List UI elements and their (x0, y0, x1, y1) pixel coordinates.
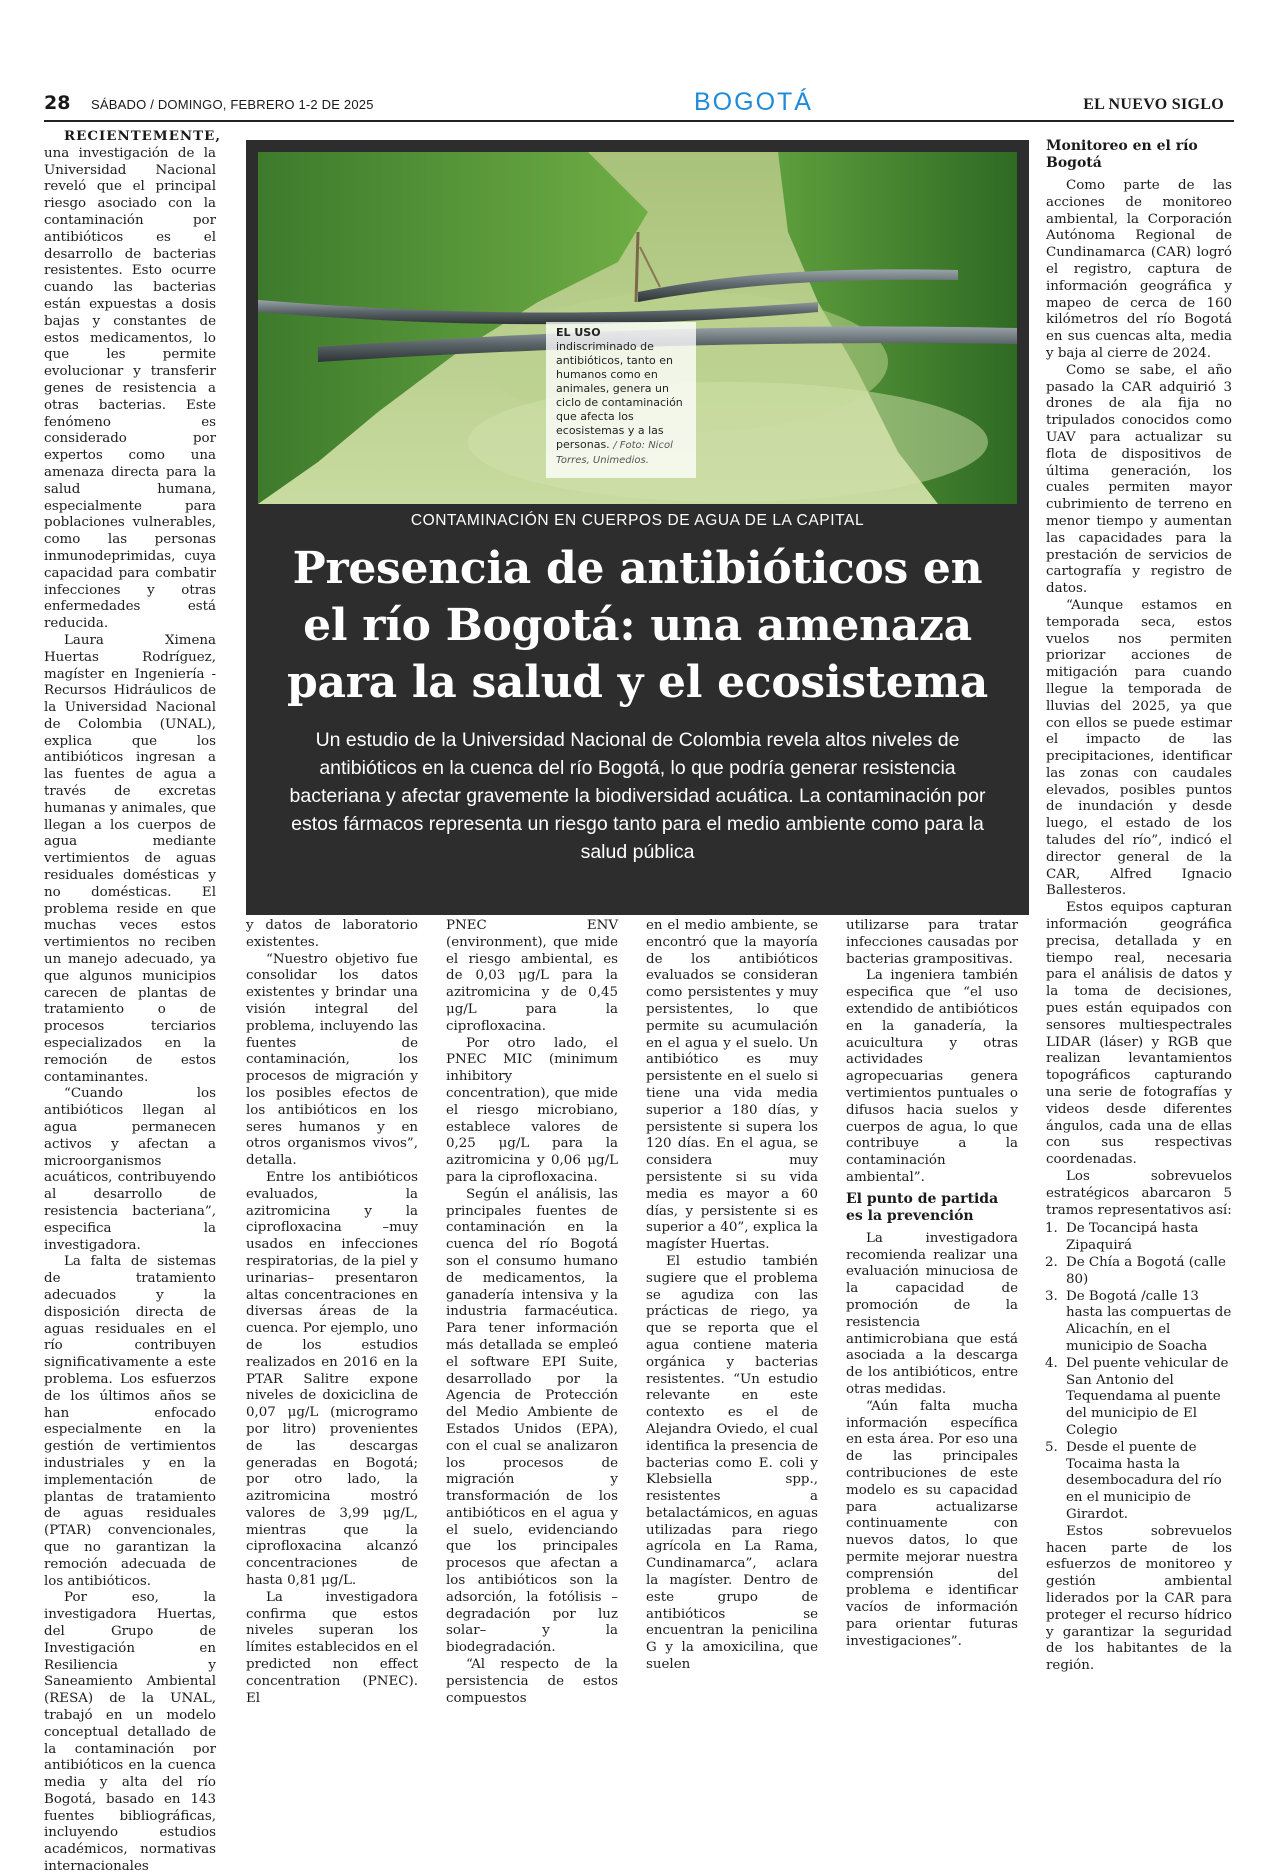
newspaper-brand: EL NUEVO SIGLO (1083, 96, 1224, 113)
col2-p3: Entre los antibióticos evaluados, la azitromicina y la ciprofloxacina –muy usados en infecciones respiratorias, de la piel y urinarias– presentaron altas concentraciones en diversas áreas de la cuenca. Por ejemplo, uno de los estudios realizados en 2016 en la PTAR Salitre expone niveles de doxiciclina de 0,07 μg/L (microgramo por litro) provenientes de las descargas generadas en Bogotá; por otro lado, la azitromicina mostró valores de 3,99 μg/L, mientras que la ciprofloxacina alcanzó concentraciones de hasta 0,81 μg/L. (246, 1169, 418, 1589)
col3-p2: Por otro lado, el PNEC MIC (minimum inhibitory concentration), que mide el riesgo microbiano, establece valores de 0,25 μg/L para la azitromicina y 0,06 μg/L para la ciprofloxacina. (446, 1035, 618, 1185)
river-photo (258, 152, 1017, 504)
column-2 (246, 918, 418, 1707)
col2-p4: La investigadora confirma que estos niveles superan los límites establecidos en el predicted non effect concentration (PNEC). El (246, 1589, 418, 1706)
col6-p2: Como se sabe, el año pasado la CAR adquirió 3 drones de ala fija no tripulados conocidos como UAV para actualizar su flota de dispositivos de última generación, los cuales permiten mayor cubrimiento de terreno en menor tiempo y aumentan las capacidades para la prestación de servicios de cartografía y registro de datos. (1046, 362, 1232, 597)
column-1 (44, 128, 221, 1876)
page-header (44, 88, 1234, 122)
caption-head: EL USO (556, 326, 601, 339)
col2-p2: “Nuestro objetivo fue consolidar los datos existentes y brindar una visión integral del problema, incluyendo las fuentes de contaminación, los procesos de migración y los posibles efectos de los antibióticos en los seres humanos y en otros organismos vivos”, detalla. (246, 951, 418, 1169)
subhead-prevencion: El punto de partida es la prevención (846, 1190, 999, 1224)
col6-p1: Como parte de las acciones de monitoreo ambiental, la Corporación Autónoma Regional de Cundinamarca (CAR) logró el registro, captura de información geográfica y mapeo de cerca de 160 kilómetros del río Bogotá en sus cuencas alta, media y baja al cierre de 2024. (1046, 178, 1232, 361)
col3-p4: “Al respecto de la persistencia de estos compuestos (446, 1657, 618, 1706)
column-3 (446, 918, 618, 1707)
tramos-list (1046, 1221, 1232, 1523)
list-item: 2. De Chía a Bogotá (calle 80) (1062, 1255, 1232, 1289)
col5-p2: La ingeniera también especifica que “el uso extendido de antibióticos en la ganadería, la acuicultura y otras actividades agropecuarias genera vertimientos puntuales o difusos hacia suelos y cuerpos de agua, lo que contribuye a la contaminación ambiental”. (846, 968, 1018, 1185)
col5-p3: La investigadora recomienda realizar una evaluación minuciosa de la capacidad de promoción de la resistencia antimicrobiana que está asociada a la descarga de los antibióticos, entre otras medidas. (846, 1230, 1018, 1397)
col2-p1: y datos de laboratorio existentes. (246, 918, 418, 950)
photo-caption (546, 322, 696, 478)
list-item: 3. De Bogotá /calle 13 hasta las compuertas de Alicachín, en el municipio de Soacha (1062, 1289, 1232, 1356)
lead-word: RECIENTEMENTE, (64, 128, 221, 144)
col6-p3: “Aunque estamos en temporada seca, estos vuelos nos permiten priorizar acciones de mitigación para cuando llegue la temporada de lluvias del 2025, ya que con ellos se puede estimar el impacto de las precipitaciones, identificar las zonas con caudales elevados, posibles puntos de inundación y desde luego, el estado de los taludes del río”, indicó el director general de la CAR, Alfred Ignacio Ballesteros. (1046, 597, 1232, 899)
col4-p1: en el medio ambiente, se encontró que la mayoría de los antibióticos evaluados se consideran como persistentes y muy persistentes, lo que permite su acumulación en el agua y el suelo. Un antibiótico es muy persistente en el suelo si tiene una vida media superior a 180 días, y persistente si supera los 120 días. En el agua, se considera muy persistente si su vida media es mayor a 60 días, y persistente si es superior a 40”, explica la magíster Huertas. (646, 918, 818, 1253)
caption-body: indiscriminado de antibióticos, tanto en humanos como en animales, genera un ciclo de contaminación que afecta los ecosistemas y a las personas. (556, 340, 683, 451)
col4-p2: El estudio también sugiere que el problema se agudiza con las prácticas de riego, ya que se reporta que el agua contiene materia orgánica y bacterias resistentes. “Un estudio relevante en este contexto es el de Alejandra Oviedo, el cual identifica la presencia de bacterias como E. coli y Klebsiella spp., resistentes a betalactámicos, en aguas utilizadas para riego agrícola en La Rama, Cundinamarca”, aclara la magíster. Dentro de este grupo de antibióticos se encuentran la penicilina G y la amoxicilina, que suelen (646, 1253, 818, 1673)
headline: Presencia de antibióticos en el río Bogotá: una amenaza para la salud y el ecosistema (287, 543, 988, 708)
col1-p5: Por eso, la investigadora Huertas, del Grupo de Investigación en Resiliencia y Saneamiento Ambiental (RESA) de la UNAL, trabajó en un modelo conceptual detallado de la contaminación por antibióticos en la cuenca media y alta del río Bogotá, basado en 143 fuentes bibliográficas, incluyendo estudios académicos, normativas internacionales (44, 1590, 216, 1875)
col5-p1: utilizarse para tratar infecciones causadas por bacterias grampositivas. (846, 918, 1018, 967)
page-number: 28 (44, 92, 71, 114)
subhead-monitoreo: Monitoreo en el río Bogotá (1046, 138, 1198, 171)
col1-p3: “Cuando los antibióticos llegan al agua permanecen activos y afectan a microorganismos acuáticos, contribuyendo al desarrollo de resistencia bacteriana”, especifica la investigadora. (44, 1086, 216, 1253)
column-4 (646, 918, 818, 1674)
issue-date: SÁBADO / DOMINGO, FEBRERO 1-2 DE 2025 (91, 97, 374, 112)
hero-block (246, 140, 1029, 915)
col6-p5: Los sobrevuelos estratégicos abarcaron 5 tramos representativos así: (1046, 1169, 1232, 1218)
column-5 (846, 918, 1018, 1651)
list-item: 5. Desde el puente de Tocaima hasta la desembocadura del río en el municipio de Girardot. (1062, 1440, 1232, 1524)
deck: Un estudio de la Universidad Nacional de Colombia revela altos niveles de antibióticos en la cuenca del río Bogotá, lo que podría generar resistencia bacteriana y afectar gravemente la biodiversidad acuática. La contaminación por estos fármacos representa un riesgo tanto para el medio ambiente como para la salud pública (289, 729, 986, 863)
caption-credit: / Foto: Nicol Torres, Unimedios. (556, 440, 673, 466)
kicker: CONTAMINACIÓN EN CUERPOS DE AGUA DE LA CAPITAL (410, 512, 865, 529)
col3-p1: PNEC ENV (environment), que mide el riesgo ambiental, es de 0,03 μg/L para la azitromicina y de 0,45 μg/L para la ciprofloxacina. (446, 918, 618, 1034)
col1-p1: una investigación de la Universidad Nacional reveló que el principal riesgo asociado con la contaminación por antibióticos es el desarrollo de bacterias resistentes. Esto ocurre cuando las bacterias están expuestas a dosis bajas y constantes de estos medicamentos, lo que les permite evolucionar y transferir genes de resistencia a otras bacterias. Este fenómeno es considerado por expertos como una amenaza directa para la salud humana, especialmente para poblaciones vulnerables, como las personas inmunodeprimidas, cuya capacidad para combatir infecciones y otras enfermedades está reducida. (44, 145, 216, 632)
section-title: BOGOTÁ (694, 88, 813, 116)
col6-p6: Estos sobrevuelos hacen parte de los esfuerzos de monitoreo y gestión ambiental liderados por la CAR para proteger el recurso hídrico y garantizar la seguridad de los habitantes de la región. (1046, 1523, 1232, 1674)
column-6 (1046, 134, 1232, 1675)
list-item: 1. De Tocancipá hasta Zipaquirá (1062, 1221, 1232, 1255)
col6-p4: Estos equipos capturan información geográfica precisa, detallada y en tiempo real, necesaria para el análisis de datos y la toma de decisiones, pues están equipados con sensores multiespectrales LIDAR (láser) y RGB que realizan levantamientos topográficos capturando una serie de fotografías y videos desde diferentes ángulos, cada una de ellas con sus respectivas coordenadas. (1046, 900, 1232, 1168)
list-item: 4. Del puente vehicular de San Antonio del Tequendama al puente del municipio de El Colegio (1062, 1356, 1232, 1440)
col3-p3: Según el análisis, las principales fuentes de contaminación en la cuenca del río Bogotá son el consumo humano de medicamentos, la ganadería intensiva y la industria farmacéutica. Para tener información más detallada se empleó el software EPI Suite, desarrollado por la Agencia de Protección del Medio Ambiente de Estados Unidos (EPA), con el cual se analizaron los procesos de migración y transformación de los antibióticos en el agua y el suelo, evidenciando que los principales procesos que afectan a los antibióticos son la adsorción, la fotólisis –degradación por luz solar– y la biodegradación. (446, 1186, 618, 1656)
col1-p2: Laura Ximena Huertas Rodríguez, magíster en Ingeniería - Recursos Hidráulicos de la Universidad Nacional de Colombia (UNAL), explica que los antibióticos ingresan a las fuentes de agua a través de excretas humanas y animales, que llegan a los cuerpos de agua mediante vertimientos de aguas residuales domésticas y no domésticas. El problema reside en que muchas veces estos vertimientos no reciben un manejo adecuado, ya que algunos municipios carecen de plantas de tratamiento o de procesos terciarios especializados en la remoción de estos contaminantes. (44, 632, 216, 1085)
col5-p4: “Aún falta mucha información específica en esta área. Por eso una de las principales contribuciones de este modelo es su capacidad para actualizarse continuamente con nuevos datos, lo que permite mejorar nuestra comprensión del problema e identificar vacíos de información para orientar futuras investigaciones”. (846, 1398, 1018, 1649)
col1-p4: La falta de sistemas de tratamiento adecuados y la disposición directa de aguas residuales en el río contribuyen significativamente a este problema. Los esfuerzos de los últimos años se han enfocado especialmente en la gestión de vertimientos industriales y en la implementación de plantas de tratamiento de aguas residuales (PTAR) convencionales, que no garantizan la remoción adecuada de los antibióticos. (44, 1254, 216, 1589)
